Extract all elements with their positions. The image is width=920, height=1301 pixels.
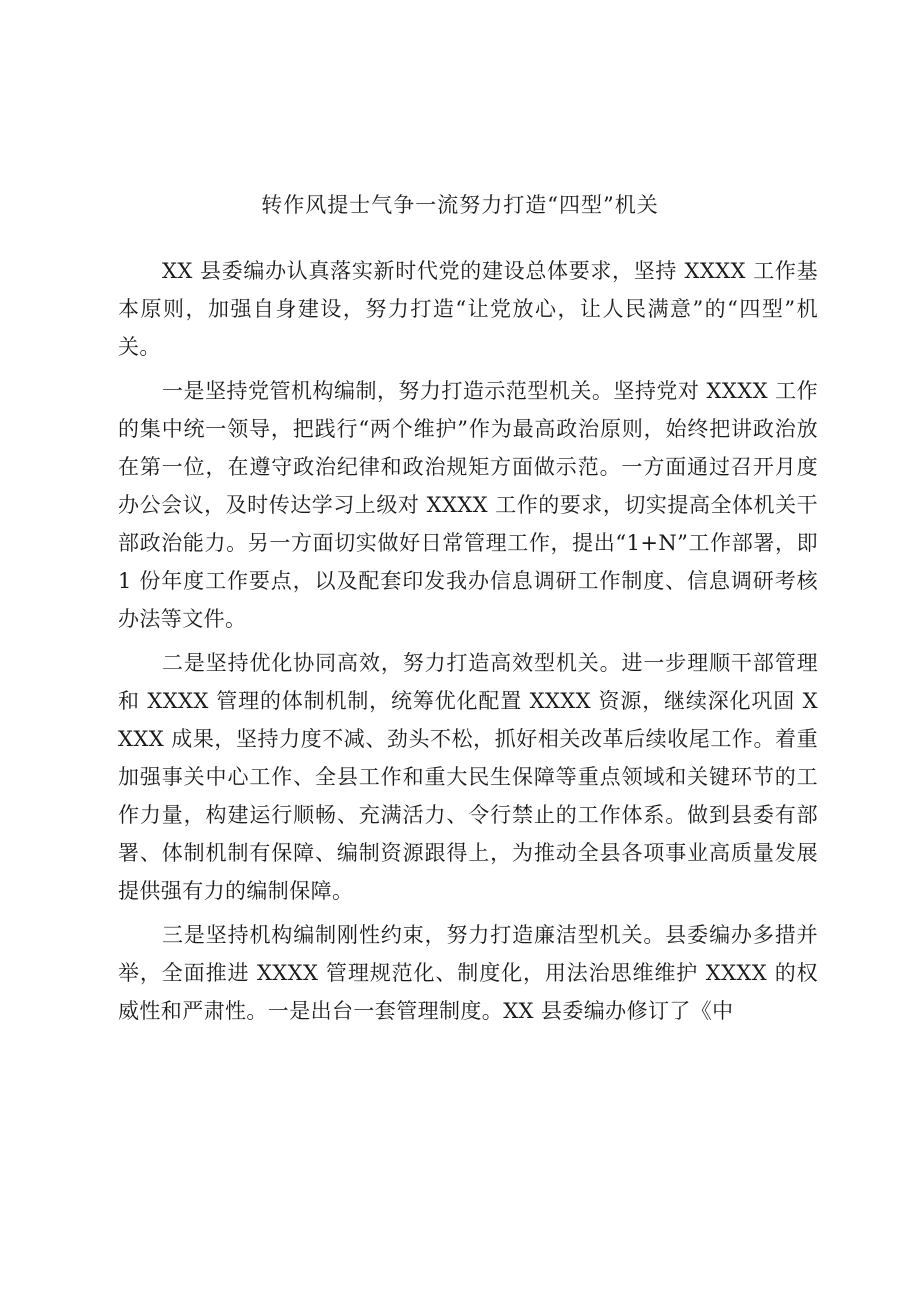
paragraph-intro: XX 县委编办认真落实新时代党的建设总体要求，坚持 XXXX 工作基本原则，加强自身建设，努力打造“让党放心，让人民满意”的“四型”机关。 — [118, 259, 818, 359]
paragraph-demonstration: 一是坚持党管机构编制，努力打造示范型机关。坚持党对 XXXX 工作的集中统一领导，把践行“两个维护”作为最高政治原则，始终把讲政治放在第一位，在遵守政治纪律和政治规矩方面做示范。一方面通过召开月度办公会议，及时传达学习上级对 XXXX 工作的要求，切实提高全体机关干部政治能力。另一方面切实做好日常管理工作，提出“1+N”工作部署，即 1 份年度工作要点，以及配套印发我办信息调研工作制度、信息调研考核办法等文件。 — [118, 379, 818, 631]
document-title: 转作风提士气争一流努力打造“四型”机关 — [261, 193, 659, 217]
paragraph-efficiency: 二是坚持优化协同高效，努力打造高效型机关。进一步理顺干部管理和 XXXX 管理的体制机制，统筹优化配置 XXXX 资源，继续深化巩固 XXXX 成果，坚持力度不减、劲头不松，抓好相关改革后续收尾工作。着重加强事关中心工作、全县工作和重大民生保障等重点领域和关键环节的工作力量，构建运行顺畅、充满活力、令行禁止的工作体系。做到县委有部署、体制机制有保障、编制资源跟得上，为推动全县各项事业高质量发展提供强有力的编制保障。 — [118, 651, 818, 903]
paragraph-integrity: 三是坚持机构编制刚性约束，努力打造廉洁型机关。县委编办多措并举，全面推进 XXXX 管理规范化、制度化，用法治思维维护 XXXX 的权威性和严肃性。一是出台一套管理制度。XX 县委编办修订了《中 — [118, 923, 818, 1023]
document-body — [118, 252, 818, 1030]
